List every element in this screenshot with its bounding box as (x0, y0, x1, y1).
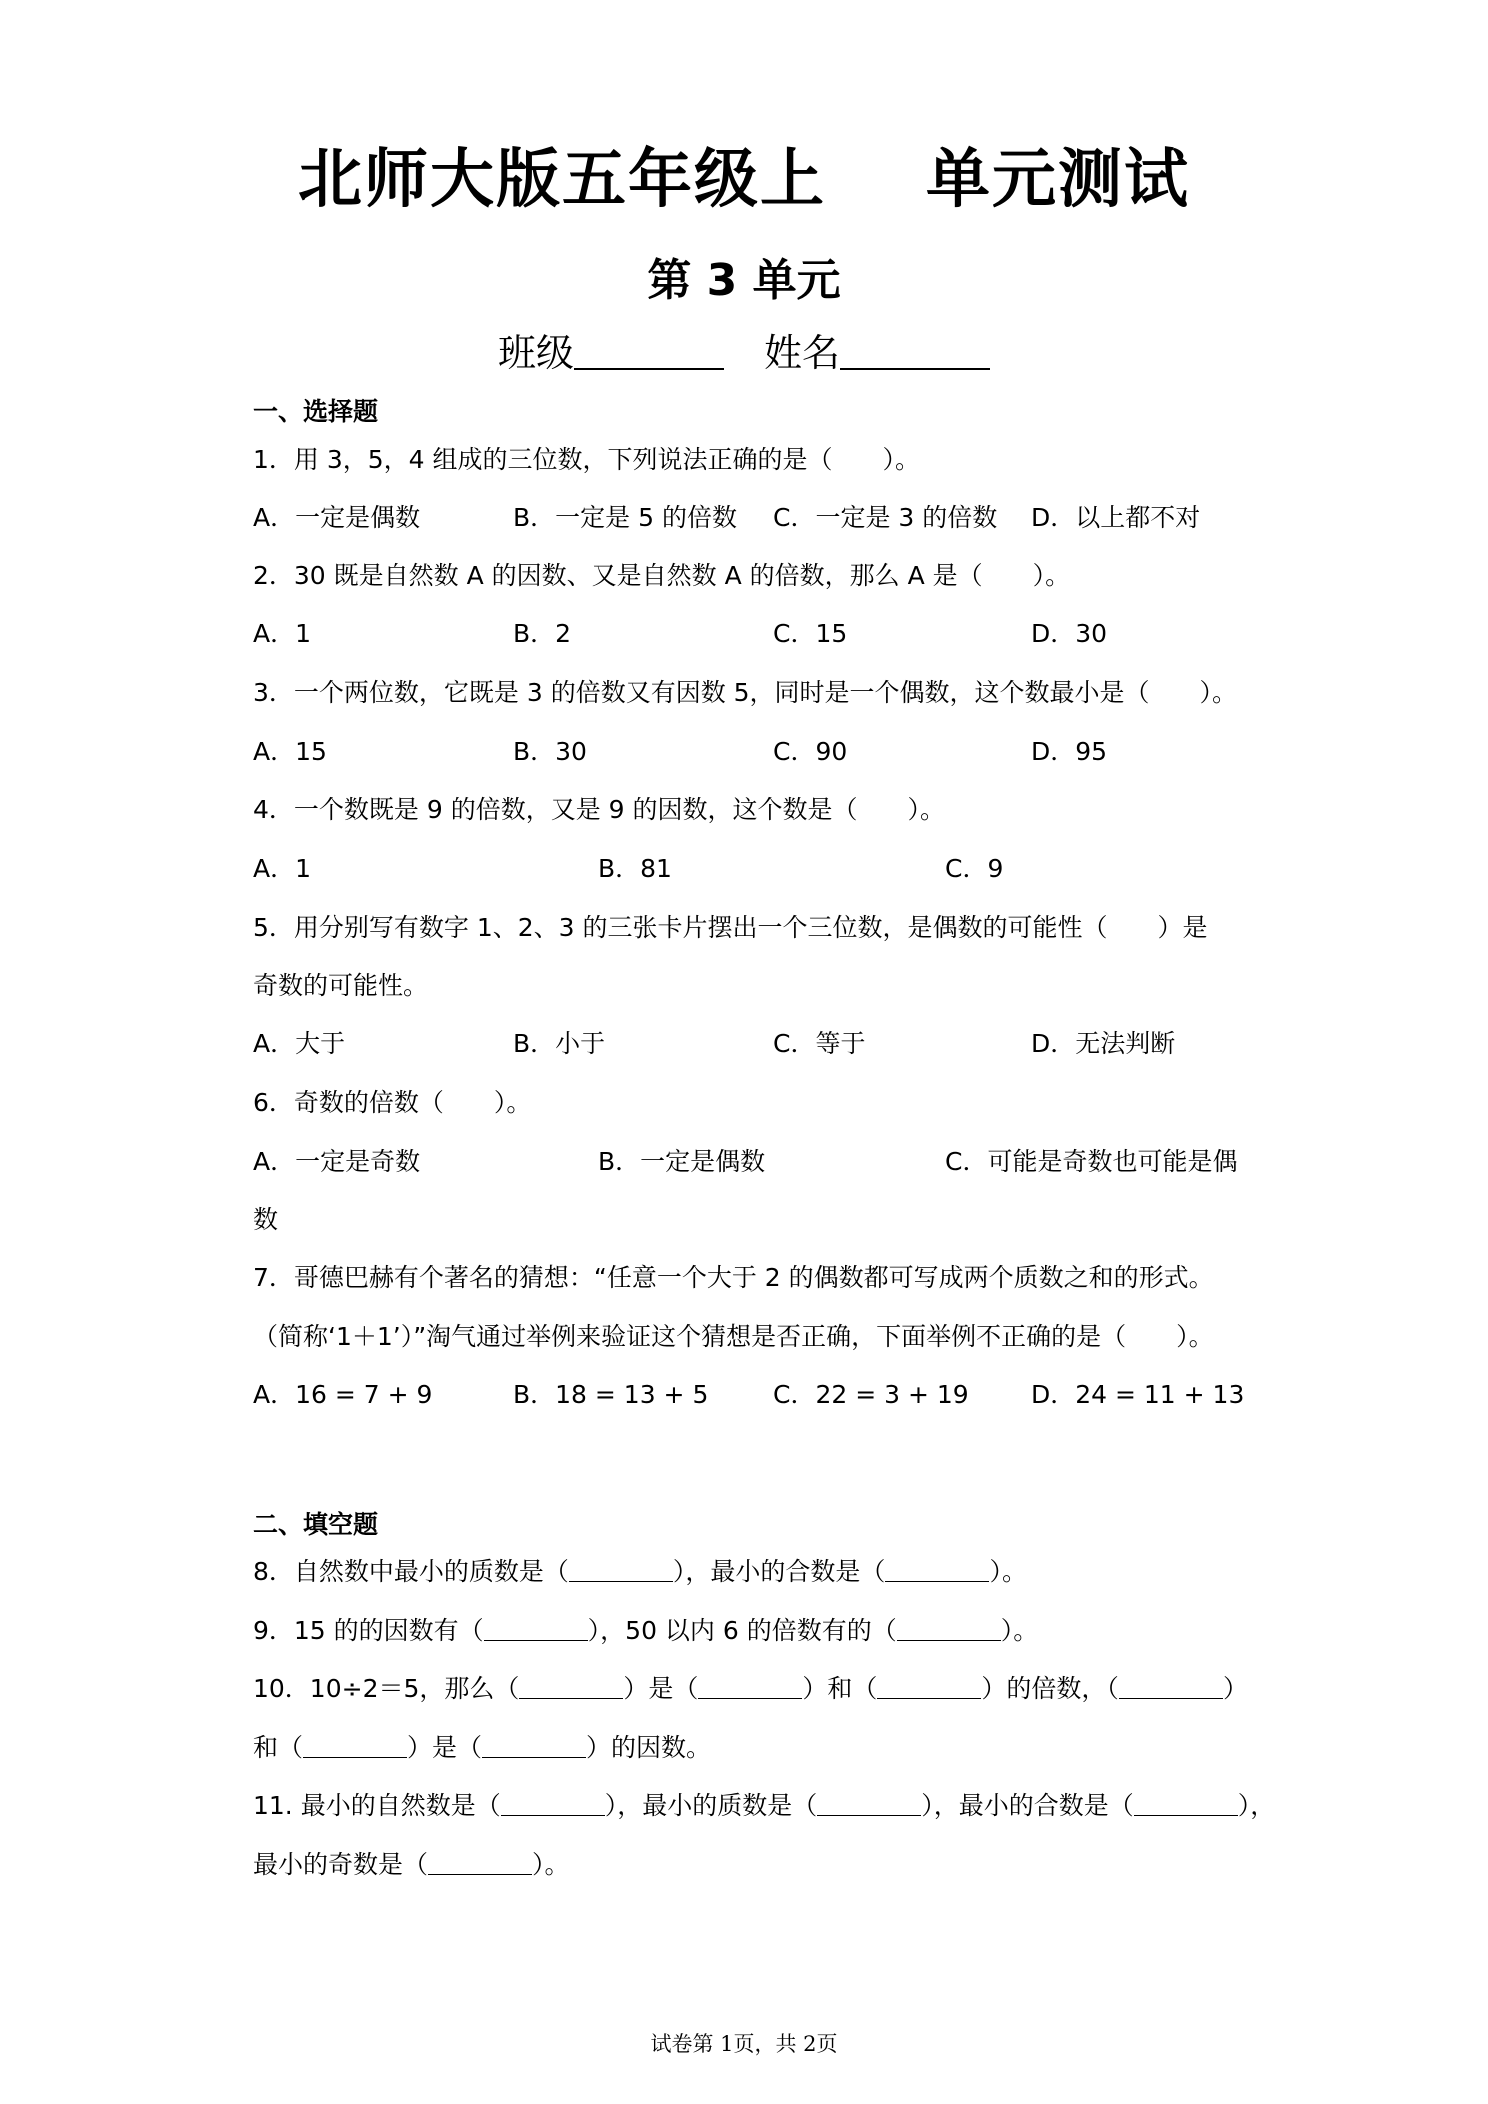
question-1-options (253, 498, 1253, 534)
answer-blank[interactable] (1134, 1793, 1238, 1816)
answer-blank[interactable] (817, 1793, 921, 1816)
title-left: 北师大版五年级上 (298, 143, 826, 217)
option: C．15 (773, 619, 848, 648)
option: D．30 (1031, 619, 1108, 648)
answer-blank[interactable] (569, 1559, 673, 1582)
answer-blank[interactable] (698, 1676, 802, 1699)
class-blank[interactable] (574, 330, 724, 370)
option: C．9 (945, 854, 1004, 883)
option: D．95 (1031, 737, 1108, 766)
question-11-line1: 11. 最小的自然数是（ ），最小的质数是（ ），最小的合数是（ ）， (253, 1791, 1276, 1820)
option: A．一定是偶数 (253, 503, 421, 532)
option: A．15 (253, 737, 327, 766)
option: A．1 (253, 619, 312, 648)
option: A．一定是奇数 (253, 1147, 421, 1176)
question-11-line2: 最小的奇数是（ ）。 (253, 1850, 570, 1879)
question-10-line2: 和（ ）是（ ）的因数。 (253, 1733, 712, 1762)
option: D．以上都不对 (1031, 503, 1201, 532)
question-7-stem-line2: （简称‘1＋1’）”淘气通过举例来验证这个猜想是否正确，下面举例不正确的是（ ）。 (253, 1322, 1214, 1351)
answer-blank[interactable] (1119, 1676, 1223, 1699)
option: B．一定是偶数 (598, 1147, 766, 1176)
question-2-stem: 2．30 既是自然数 A 的因数、又是自然数 A 的倍数，那么 A 是（ ）。 (253, 561, 1071, 590)
question-6-option-wrap: 数 (253, 1205, 279, 1234)
option: C．22 = 3 + 19 (773, 1380, 969, 1409)
option: B．一定是 5 的倍数 (513, 503, 737, 532)
title-right: 单元测试 (926, 143, 1190, 217)
answer-blank[interactable] (428, 1852, 532, 1875)
question-7-options (253, 1375, 1253, 1411)
option: B．30 (513, 737, 587, 766)
question-10-line1: 10．10÷2＝5，那么（ ）是（ ）和（ ）的倍数，（ ） (253, 1674, 1248, 1703)
question-1-stem: 1．用 3，5，4 组成的三位数，下列说法正确的是（ ）。 (253, 445, 921, 474)
question-4-stem: 4．一个数既是 9 的倍数，又是 9 的因数，这个数是（ ）。 (253, 795, 946, 824)
question-6-options (253, 1142, 1253, 1178)
question-2-options (253, 614, 1253, 650)
option: B．18 = 13 + 5 (513, 1380, 709, 1409)
option: D．24 = 11 + 13 (1031, 1380, 1245, 1409)
option: C．90 (773, 737, 848, 766)
answer-blank[interactable] (885, 1559, 989, 1582)
name-blank[interactable] (840, 330, 990, 370)
option: D．无法判断 (1031, 1029, 1176, 1058)
answer-blank[interactable] (501, 1793, 605, 1816)
answer-blank[interactable] (877, 1676, 981, 1699)
class-name-line (0, 322, 1488, 377)
option: A．1 (253, 854, 312, 883)
question-4-options (253, 849, 1253, 885)
question-3-stem: 3．一个两位数，它既是 3 的倍数又有因数 5，同时是一个偶数，这个数最小是（ ）。 (253, 678, 1238, 707)
question-9: 9．15 的的因数有（ ），50 以内 6 的倍数有的（ ）。 (253, 1616, 1039, 1645)
question-5-stem-line1: 5．用分别写有数字 1、2、3 的三张卡片摆出一个三位数，是偶数的可能性（ ）是 (253, 913, 1208, 942)
answer-blank[interactable] (897, 1618, 1001, 1641)
option: B．81 (598, 854, 672, 883)
question-8: 8．自然数中最小的质数是（ ），最小的合数是（ ）。 (253, 1557, 1027, 1586)
answer-blank[interactable] (519, 1676, 623, 1699)
option: B．2 (513, 619, 572, 648)
option: A．16 = 7 + 9 (253, 1380, 433, 1409)
question-5-options (253, 1024, 1253, 1060)
answer-blank[interactable] (482, 1735, 586, 1758)
page-title (0, 128, 1488, 220)
question-6-stem: 6．奇数的倍数（ ）。 (253, 1088, 532, 1117)
option: C．可能是奇数也可能是偶 (945, 1147, 1238, 1176)
question-5-stem-line2: 奇数的可能性。 (253, 971, 429, 1000)
class-label: 班级 (497, 331, 574, 375)
question-3-options (253, 732, 1253, 768)
name-label: 姓名 (764, 331, 841, 375)
option: C．等于 (773, 1029, 866, 1058)
option: C．一定是 3 的倍数 (773, 503, 998, 532)
answer-blank[interactable] (303, 1735, 407, 1758)
page-footer: 试卷第 1页，共 2页 (650, 2032, 838, 2056)
answer-blank[interactable] (484, 1618, 588, 1641)
unit-subtitle: 第 3 单元 (647, 255, 841, 306)
question-7-stem-line1: 7．哥德巴赫有个著名的猜想：“任意一个大于 2 的偶数都可写成两个质数之和的形式。 (253, 1263, 1214, 1292)
section-fill-heading: 二、填空题 (253, 1510, 379, 1539)
option: B．小于 (513, 1029, 606, 1058)
option: A．大于 (253, 1029, 346, 1058)
section-choice-heading: 一、选择题 (253, 397, 379, 426)
